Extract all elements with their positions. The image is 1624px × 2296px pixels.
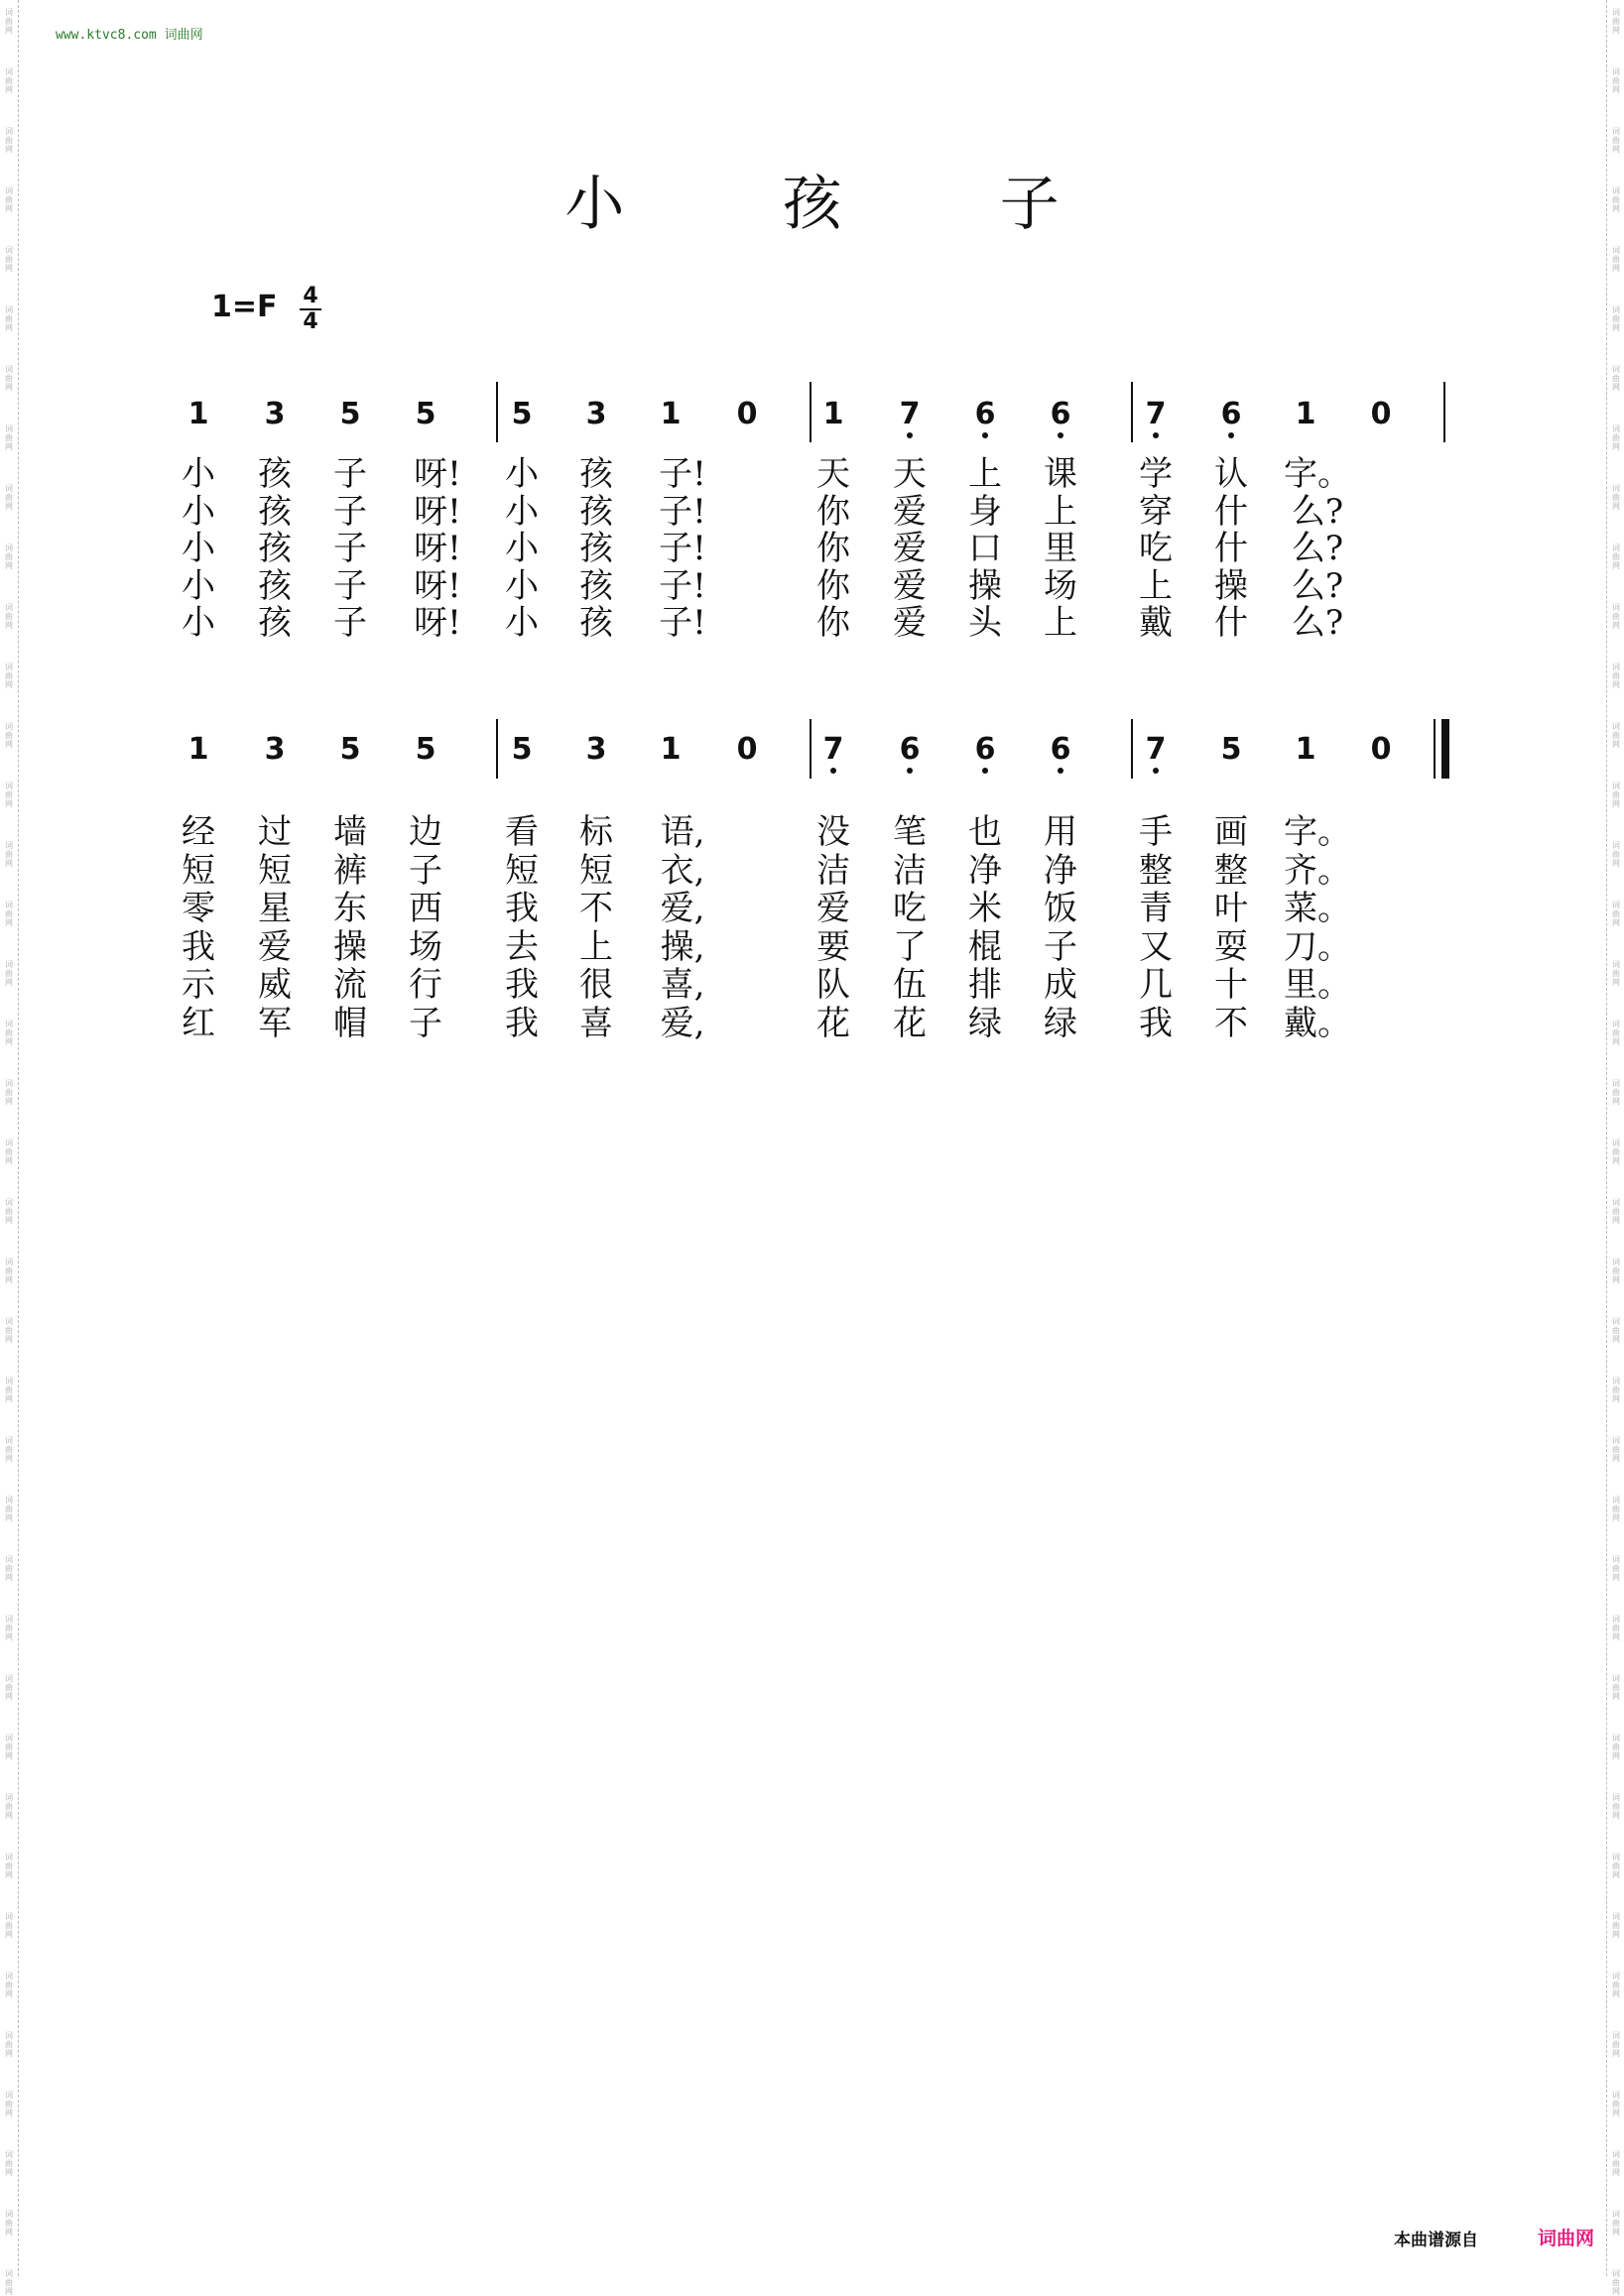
- low-octave-dot: [830, 768, 836, 774]
- margin-watermark: 词 曲 网: [5, 186, 13, 213]
- margin-watermark: 词 曲 网: [1612, 901, 1620, 927]
- margin-watermark: 词 曲 网: [1612, 1258, 1620, 1284]
- note: 1: [1295, 732, 1316, 767]
- lyric-char: 用: [1044, 812, 1077, 852]
- margin-watermark: 词 曲 网: [1612, 2150, 1620, 2177]
- margin-watermark: 词 曲 网: [5, 1853, 13, 1879]
- margin-watermark: 词 曲 网: [5, 1555, 13, 1582]
- lyric-char: 小: [505, 454, 539, 494]
- margin-watermark: 词 曲 网: [5, 544, 13, 570]
- final-barline-thin: [1434, 719, 1436, 779]
- note: 1: [187, 397, 209, 431]
- low-octave-dot: [907, 768, 913, 774]
- note: 3: [264, 397, 286, 431]
- note: 0: [1370, 732, 1392, 767]
- margin-watermark: 词 曲 网: [1612, 722, 1620, 749]
- lyric-char: 孩: [579, 454, 613, 494]
- margin-watermark: 词 曲 网: [1612, 1139, 1620, 1165]
- margin-watermark: 词 曲 网: [1612, 1853, 1620, 1879]
- lyric-char: 子!: [659, 454, 706, 494]
- lyric-char: 子: [1044, 926, 1077, 967]
- note-low: 7: [1136, 397, 1176, 432]
- margin-watermark: 词 曲 网: [5, 1377, 13, 1403]
- note-low: 7: [1136, 732, 1176, 768]
- margin-watermark: 词 曲 网: [5, 127, 13, 154]
- time-signature: [300, 286, 321, 333]
- lyric-char: 小: [505, 565, 539, 606]
- lyric-char: 威: [258, 965, 292, 1005]
- margin-watermark: 词 曲 网: [5, 2210, 13, 2236]
- lyric-char: 画: [1214, 812, 1248, 852]
- lyric-char: 子!: [659, 603, 706, 643]
- lyric-char: 场: [1044, 565, 1077, 606]
- note: 5: [339, 397, 361, 431]
- note: 3: [264, 732, 286, 767]
- margin-watermark: 词 曲 网: [1612, 1377, 1620, 1403]
- lyric-char: 子: [333, 529, 367, 568]
- lyric-char: 我: [505, 965, 539, 1005]
- lyric-char: 青: [1139, 889, 1173, 928]
- lyric-char: 短: [182, 850, 215, 891]
- lyric-char: 孩: [579, 565, 613, 606]
- lyric-char: 吃: [1139, 529, 1173, 568]
- margin-watermark: 词 曲 网: [1612, 1555, 1620, 1582]
- lyric-char: 子: [333, 491, 367, 532]
- time-signature-top: 4: [303, 284, 318, 308]
- lyric-char: 去: [505, 926, 539, 967]
- lyric-char: 你: [816, 529, 850, 568]
- site-url[interactable]: www.ktvc8.com 词曲网: [56, 28, 203, 43]
- lyric-char: 菜。: [1284, 889, 1351, 928]
- note: 0: [736, 397, 758, 431]
- lyric-char: 喜: [579, 1003, 613, 1043]
- margin-watermark: 词 曲 网: [5, 1139, 13, 1165]
- lyric-char: 边: [409, 812, 442, 852]
- margin-watermark: 词 曲 网: [1612, 484, 1620, 511]
- lyric-char: 头: [968, 603, 1002, 643]
- lyric-char: 呀!: [414, 491, 461, 532]
- note: 1: [187, 732, 209, 767]
- margin-watermark: 词 曲 网: [1612, 424, 1620, 451]
- note: 5: [511, 732, 533, 767]
- note: 5: [511, 397, 533, 431]
- barline: [1131, 382, 1133, 442]
- note-low: 6: [890, 732, 930, 768]
- lyric-char: 行: [409, 965, 442, 1005]
- lyric-char: 叶: [1214, 889, 1248, 928]
- lyric-char: 操: [1214, 565, 1248, 606]
- note: 5: [339, 732, 361, 767]
- barline: [496, 719, 498, 779]
- lyric-char: 上: [1044, 491, 1077, 532]
- lyric-char: 流: [333, 965, 367, 1005]
- lyric-char: 吃: [893, 889, 927, 928]
- note: 5: [415, 397, 437, 431]
- margin-watermark: 词 曲 网: [5, 1912, 13, 1939]
- lyric-char: 你: [816, 491, 850, 532]
- lyric-char: 小: [505, 491, 539, 532]
- margin-watermark: 词 曲 网: [1612, 2031, 1620, 2058]
- margin-watermark: 词 曲 网: [1612, 2210, 1620, 2236]
- lyric-char: 爱: [893, 491, 927, 532]
- lyric-char: 东: [333, 889, 367, 928]
- margin-watermark: 词 曲 网: [1612, 1079, 1620, 1106]
- lyric-char: 么?: [1291, 565, 1344, 606]
- lyric-char: 什: [1214, 603, 1248, 643]
- lyric-char: 呀!: [414, 529, 461, 568]
- low-octave-dot: [982, 432, 988, 438]
- margin-watermark: 词 曲 网: [5, 424, 13, 451]
- lyric-char: 场: [409, 926, 442, 967]
- lyric-char: 上: [1044, 603, 1077, 643]
- lyric-char: 西: [409, 889, 442, 928]
- lyric-char: 操: [968, 565, 1002, 606]
- margin-watermark: 词 曲 网: [5, 365, 13, 392]
- lyric-char: 净: [968, 850, 1002, 891]
- lyric-char: 爱: [258, 926, 292, 967]
- lyric-char: 爱: [893, 529, 927, 568]
- lyric-char: 我: [182, 926, 215, 967]
- note: 3: [585, 397, 607, 431]
- lyric-char: 么?: [1291, 491, 1344, 532]
- note-low: 6: [965, 732, 1005, 768]
- lyric-char: 子: [333, 603, 367, 643]
- lyric-char: 伍: [893, 965, 927, 1005]
- lyric-char: 几: [1139, 965, 1173, 1005]
- margin-watermark: 词 曲 网: [1612, 1496, 1620, 1522]
- margin-watermark: 词 曲 网: [5, 2031, 13, 2058]
- margin-watermark: 词 曲 网: [1612, 365, 1620, 392]
- lyric-char: 么?: [1291, 603, 1344, 643]
- note: 3: [585, 732, 607, 767]
- lyric-char: 队: [816, 965, 850, 1005]
- lyric-char: 里: [1044, 529, 1077, 568]
- margin-watermark: 词 曲 网: [5, 246, 13, 273]
- lyric-char: 裤: [333, 850, 367, 891]
- margin-watermark: 词 曲 网: [1612, 1020, 1620, 1046]
- lyric-char: 看: [505, 812, 539, 852]
- lyric-char: 孩: [258, 491, 292, 532]
- lyric-char: 子: [409, 850, 442, 891]
- lyric-char: 爱: [893, 565, 927, 606]
- margin-watermark: 词 曲 网: [1612, 1436, 1620, 1463]
- margin-watermark: 词 曲 网: [5, 1258, 13, 1284]
- lyric-char: 帽: [333, 1003, 367, 1043]
- lyric-char: 绿: [968, 1003, 1002, 1043]
- lyric-char: 整: [1214, 850, 1248, 891]
- note: 5: [415, 732, 437, 767]
- low-octave-dot: [1153, 432, 1159, 438]
- note: 5: [1220, 732, 1242, 767]
- margin-watermark: 词 曲 网: [5, 901, 13, 927]
- lyric-char: 子: [333, 565, 367, 606]
- note: 1: [822, 397, 844, 431]
- barline: [810, 719, 812, 779]
- lyric-char: 星: [258, 889, 292, 928]
- lyric-char: 孩: [258, 603, 292, 643]
- lyric-char: 军: [258, 1003, 292, 1043]
- margin-watermark: 词 曲 网: [1612, 1972, 1620, 1998]
- lyric-char: 排: [968, 965, 1002, 1005]
- lyric-char: 语,: [660, 812, 705, 852]
- lyric-char: 子!: [659, 491, 706, 532]
- lyric-char: 操,: [660, 926, 705, 967]
- lyric-char: 课: [1044, 454, 1077, 494]
- margin-watermark: 词 曲 网: [5, 960, 13, 987]
- note-low: 6: [1041, 732, 1080, 768]
- lyric-char: 棍: [968, 926, 1002, 967]
- lyric-char: 戴: [1139, 603, 1173, 643]
- lyric-char: 孩: [258, 454, 292, 494]
- barline: [496, 382, 498, 442]
- lyric-char: 子: [409, 1003, 442, 1043]
- lyric-char: 过: [258, 812, 292, 852]
- lyric-char: 红: [182, 1003, 215, 1043]
- lyric-char: 孩: [579, 603, 613, 643]
- lyric-char: 花: [893, 1003, 927, 1043]
- lyric-char: 爱: [893, 603, 927, 643]
- key-signature: 1=F: [211, 290, 278, 324]
- margin-watermark: 词 曲 网: [1612, 782, 1620, 808]
- note-low: 6: [1211, 397, 1251, 432]
- margin-watermark: 词 曲 网: [5, 1793, 13, 1820]
- margin-watermark: 词 曲 网: [1612, 960, 1620, 987]
- lyric-char: 标: [579, 812, 613, 852]
- lyric-char: 耍: [1214, 926, 1248, 967]
- margin-watermark: 词 曲 网: [1612, 8, 1620, 35]
- lyric-char: 绿: [1044, 1003, 1077, 1043]
- note-low: 7: [813, 732, 853, 768]
- lyric-char: 爱,: [660, 889, 705, 928]
- note-low: 7: [890, 397, 930, 432]
- lyric-char: 呀!: [414, 454, 461, 494]
- left-margin-strip: [0, 0, 20, 2296]
- lyric-char: 口: [968, 529, 1002, 568]
- lyric-char: 爱: [816, 889, 850, 928]
- margin-watermark: 词 曲 网: [1612, 663, 1620, 689]
- lyric-char: 操: [333, 926, 367, 967]
- lyric-char: 身: [968, 491, 1002, 532]
- margin-watermark: 词 曲 网: [1612, 1317, 1620, 1344]
- lyric-char: 字。: [1284, 454, 1351, 494]
- margin-watermark: 词 曲 网: [5, 603, 13, 630]
- margin-watermark: 词 曲 网: [1612, 1615, 1620, 1641]
- note: 1: [1295, 397, 1316, 431]
- low-octave-dot: [907, 432, 913, 438]
- lyric-char: 你: [816, 603, 850, 643]
- margin-watermark: 词 曲 网: [5, 1317, 13, 1344]
- note: 1: [660, 397, 682, 431]
- margin-watermark: 词 曲 网: [5, 1615, 13, 1641]
- margin-watermark: 词 曲 网: [1612, 127, 1620, 154]
- lyric-char: 我: [505, 1003, 539, 1043]
- lyric-char: 不: [1214, 1003, 1248, 1043]
- margin-watermark: 词 曲 网: [5, 1079, 13, 1106]
- note-low: 6: [965, 397, 1005, 432]
- lyric-char: 洁: [893, 850, 927, 891]
- margin-watermark: 词 曲 网: [5, 1674, 13, 1701]
- margin-watermark: 词 曲 网: [1612, 246, 1620, 273]
- lyric-char: 上: [968, 454, 1002, 494]
- note-low: 6: [1041, 397, 1080, 432]
- lyric-char: 学: [1139, 454, 1173, 494]
- lyric-char: 齐。: [1284, 850, 1351, 891]
- lyric-char: 整: [1139, 850, 1173, 891]
- margin-watermark: 词 曲 网: [1612, 841, 1620, 868]
- lyric-char: 小: [505, 529, 539, 568]
- lyric-char: 也: [968, 812, 1002, 852]
- margin-watermark: 词 曲 网: [5, 1198, 13, 1225]
- lyric-char: 孩: [579, 491, 613, 532]
- lyric-char: 手: [1139, 812, 1173, 852]
- lyric-char: 认: [1214, 454, 1248, 494]
- low-octave-dot: [1153, 768, 1159, 774]
- margin-watermark: 词 曲 网: [1612, 1674, 1620, 1701]
- lyric-char: 刀。: [1284, 926, 1351, 967]
- lyric-char: 什: [1214, 491, 1248, 532]
- lyric-char: 呀!: [414, 603, 461, 643]
- lyric-char: 洁: [816, 850, 850, 891]
- margin-watermark: 词 曲 网: [1612, 1734, 1620, 1760]
- final-barline: [1441, 719, 1449, 779]
- lyric-char: 小: [182, 529, 215, 568]
- low-octave-dot: [1228, 432, 1234, 438]
- footer-source-label: 本曲谱源自: [1394, 2231, 1478, 2250]
- margin-watermark: 词 曲 网: [1612, 67, 1620, 94]
- note: 0: [736, 732, 758, 767]
- margin-watermark: 词 曲 网: [5, 663, 13, 689]
- margin-watermark: 词 曲 网: [1612, 305, 1620, 332]
- lyric-char: 要: [816, 926, 850, 967]
- margin-watermark: 词 曲 网: [5, 1496, 13, 1522]
- lyric-char: 小: [182, 454, 215, 494]
- lyric-char: 孩: [258, 565, 292, 606]
- margin-watermark: 词 曲 网: [1612, 186, 1620, 213]
- lyric-char: 子!: [659, 565, 706, 606]
- low-octave-dot: [982, 768, 988, 774]
- lyric-char: 短: [258, 850, 292, 891]
- lyric-char: 爱,: [660, 1003, 705, 1043]
- margin-watermark: 词 曲 网: [5, 1436, 13, 1463]
- lyric-char: 墙: [333, 812, 367, 852]
- lyric-char: 零: [182, 889, 215, 928]
- song-title: 小 孩 子: [564, 170, 1129, 239]
- lyric-char: 成: [1044, 965, 1077, 1005]
- margin-watermark: 词 曲 网: [5, 67, 13, 94]
- lyric-char: 又: [1139, 926, 1173, 967]
- margin-watermark: 词 曲 网: [5, 1020, 13, 1046]
- lyric-char: 小: [182, 603, 215, 643]
- lyric-char: 没: [816, 812, 850, 852]
- barline: [1131, 719, 1133, 779]
- lyric-char: 短: [579, 850, 613, 891]
- margin-watermark: 词 曲 网: [5, 841, 13, 868]
- lyric-char: 戴。: [1284, 1003, 1351, 1043]
- right-margin-strip: [1604, 0, 1624, 2296]
- lyric-char: 孩: [258, 529, 292, 568]
- lyric-char: 十: [1214, 965, 1248, 1005]
- margin-watermark: 词 曲 网: [1612, 2269, 1620, 2296]
- lyric-char: 了: [893, 926, 927, 967]
- low-octave-dot: [1058, 768, 1063, 774]
- lyric-char: 我: [505, 889, 539, 928]
- lyric-char: 饭: [1044, 889, 1077, 928]
- margin-watermark: 词 曲 网: [5, 305, 13, 332]
- lyric-char: 孩: [579, 529, 613, 568]
- lyric-char: 喜,: [660, 965, 705, 1005]
- margin-watermark: 词 曲 网: [1612, 1198, 1620, 1225]
- margin-watermark: 词 曲 网: [1612, 1912, 1620, 1939]
- margin-watermark: 词 曲 网: [5, 2269, 13, 2296]
- note: 0: [1370, 397, 1392, 431]
- margin-watermark: 词 曲 网: [5, 1972, 13, 1998]
- lyric-char: 净: [1044, 850, 1077, 891]
- margin-watermark: 词 曲 网: [1612, 1793, 1620, 1820]
- margin-watermark: 词 曲 网: [5, 8, 13, 35]
- lyric-char: 小: [182, 491, 215, 532]
- lyric-char: 里。: [1284, 965, 1351, 1005]
- time-signature-bottom: 4: [303, 309, 318, 334]
- lyric-char: 很: [579, 965, 613, 1005]
- end-barline: [1443, 382, 1445, 442]
- margin-watermark: 词 曲 网: [1612, 544, 1620, 570]
- lyric-char: 穿: [1139, 491, 1173, 532]
- margin-watermark: 词 曲 网: [1612, 603, 1620, 630]
- margin-watermark: 词 曲 网: [5, 1734, 13, 1760]
- lyric-char: 衣,: [660, 850, 705, 891]
- lyric-char: 子: [333, 454, 367, 494]
- lyric-char: 上: [579, 926, 613, 967]
- lyric-char: 天: [893, 454, 927, 494]
- lyric-char: 示: [182, 965, 215, 1005]
- lyric-char: 米: [968, 889, 1002, 928]
- margin-watermark: 词 曲 网: [5, 2150, 13, 2177]
- lyric-char: 呀!: [414, 565, 461, 606]
- lyric-char: 短: [505, 850, 539, 891]
- lyric-char: 天: [816, 454, 850, 494]
- lyric-char: 经: [182, 812, 215, 852]
- lyric-char: 花: [816, 1003, 850, 1043]
- lyric-char: 小: [505, 603, 539, 643]
- footer-logo[interactable]: 词曲网: [1538, 2228, 1595, 2249]
- lyric-char: 什: [1214, 529, 1248, 568]
- low-octave-dot: [1058, 432, 1063, 438]
- lyric-char: 笔: [893, 812, 927, 852]
- lyric-char: 小: [182, 565, 215, 606]
- margin-watermark: 词 曲 网: [5, 484, 13, 511]
- lyric-char: 你: [816, 565, 850, 606]
- margin-watermark: 词 曲 网: [5, 2091, 13, 2117]
- lyric-char: 不: [579, 889, 613, 928]
- barline: [810, 382, 812, 442]
- lyric-char: 我: [1139, 1003, 1173, 1043]
- margin-watermark: 词 曲 网: [5, 722, 13, 749]
- lyric-char: 子!: [659, 529, 706, 568]
- margin-watermark: 词 曲 网: [1612, 2091, 1620, 2117]
- note: 1: [660, 732, 682, 767]
- lyric-char: 字。: [1284, 812, 1351, 852]
- lyric-char: 上: [1139, 565, 1173, 606]
- margin-watermark: 词 曲 网: [5, 782, 13, 808]
- lyric-char: 么?: [1291, 529, 1344, 568]
